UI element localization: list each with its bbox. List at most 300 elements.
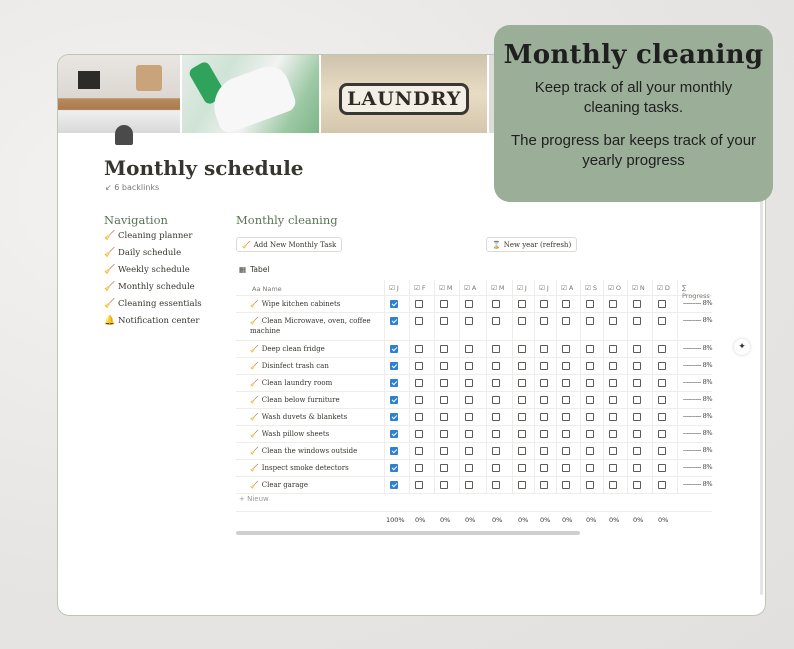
horizontal-scrollbar[interactable]: [236, 531, 580, 535]
laundry-sign: LAUNDRY: [339, 83, 469, 115]
month-percentage: 0%: [609, 516, 620, 524]
progress-cell: [677, 296, 712, 312]
checkbox-unchecked[interactable]: [633, 447, 641, 455]
backlinks-label: 6 backlinks: [114, 183, 160, 192]
month-cell: [603, 358, 627, 374]
progress-cell: [677, 409, 712, 425]
month-cell: [556, 375, 580, 391]
name-column-header[interactable]: Aa Name: [252, 285, 282, 293]
broom-icon: 🧹: [104, 299, 116, 309]
table-view-label: Tabel: [250, 265, 270, 274]
nav-item-6[interactable]: [104, 316, 199, 326]
checkbox-unchecked[interactable]: [440, 464, 448, 472]
checkbox-unchecked[interactable]: [415, 430, 423, 438]
month-cell: [556, 477, 580, 493]
progress-cell: [677, 477, 712, 493]
month-header-4[interactable]: ☑ A: [459, 280, 486, 295]
checkbox-checked[interactable]: [390, 345, 398, 353]
month-header-11[interactable]: ☑ N: [627, 280, 652, 295]
nav-item-5[interactable]: [104, 299, 202, 309]
checkbox-unchecked[interactable]: [440, 379, 448, 387]
checkbox-checked[interactable]: [390, 396, 398, 404]
checkbox-unchecked[interactable]: [492, 317, 500, 325]
shelf-decor: [78, 71, 100, 89]
month-cell: [603, 477, 627, 493]
checkbox-unchecked[interactable]: [465, 300, 473, 308]
task-name-cell[interactable]: [236, 375, 384, 391]
checkbox-unchecked[interactable]: [609, 317, 617, 325]
month-header-label: M: [498, 284, 505, 292]
checkbox-unchecked[interactable]: [609, 430, 617, 438]
month-cell: [534, 443, 556, 459]
checkbox-unchecked[interactable]: [465, 379, 473, 387]
checkbox-unchecked[interactable]: [633, 362, 641, 370]
month-header-2[interactable]: ☑ F: [409, 280, 434, 295]
month-cell: [534, 477, 556, 493]
checkbox-unchecked[interactable]: [415, 396, 423, 404]
table-row: [236, 296, 712, 313]
checkbox-unchecked[interactable]: [492, 345, 500, 353]
month-cell: [652, 443, 677, 459]
page-icon[interactable]: [115, 125, 133, 145]
checkbox-unchecked[interactable]: [586, 447, 594, 455]
month-header-1[interactable]: ☑ J: [384, 280, 409, 295]
checkbox-checked[interactable]: [390, 362, 398, 370]
checkbox-unchecked[interactable]: [586, 379, 594, 387]
checkbox-unchecked[interactable]: [658, 396, 666, 404]
month-cell: [627, 426, 652, 442]
broom-icon: 🧹: [250, 447, 259, 455]
task-name-cell[interactable]: [236, 477, 384, 493]
checkbox-unchecked[interactable]: [540, 317, 548, 325]
checkbox-unchecked[interactable]: [633, 430, 641, 438]
checkbox-unchecked[interactable]: [633, 379, 641, 387]
sparkle-icon[interactable]: ✦: [734, 339, 750, 355]
checkbox-unchecked[interactable]: [465, 345, 473, 353]
checkbox-checked[interactable]: [390, 300, 398, 308]
checkbox-unchecked[interactable]: [518, 345, 526, 353]
month-header-10[interactable]: ☑ O: [603, 280, 627, 295]
checkbox-unchecked[interactable]: [540, 345, 548, 353]
month-cell: [459, 409, 486, 425]
nav-item-2[interactable]: [104, 248, 181, 258]
checkbox-unchecked[interactable]: [492, 447, 500, 455]
broom-icon: 🧹: [250, 300, 259, 308]
checkbox-unchecked[interactable]: [440, 396, 448, 404]
month-cell: [409, 341, 434, 357]
checkbox-checked[interactable]: [390, 430, 398, 438]
section-heading: Monthly cleaning: [236, 213, 338, 227]
checkbox-unchecked[interactable]: [415, 464, 423, 472]
checkbox-unchecked[interactable]: [540, 481, 548, 489]
month-cell: [627, 341, 652, 357]
broom-icon: 🧹: [250, 317, 259, 325]
checkbox-unchecked[interactable]: [518, 317, 526, 325]
checkbox-unchecked[interactable]: [633, 345, 641, 353]
month-cell: [384, 460, 409, 476]
new-row-label: Nieuw: [247, 495, 269, 503]
checkbox-unchecked[interactable]: [540, 430, 548, 438]
checkbox-unchecked[interactable]: [465, 447, 473, 455]
checkbox-unchecked[interactable]: [658, 317, 666, 325]
month-header-label: J: [524, 284, 527, 292]
task-name-cell[interactable]: [236, 426, 384, 442]
checkbox-unchecked[interactable]: [440, 362, 448, 370]
checkbox-unchecked[interactable]: [440, 481, 448, 489]
month-cell: [627, 460, 652, 476]
hourglass-icon: ⌛: [492, 240, 501, 249]
month-cell: [512, 375, 534, 391]
checkbox-unchecked[interactable]: [440, 413, 448, 421]
checkbox-unchecked[interactable]: [609, 345, 617, 353]
month-cell: [534, 460, 556, 476]
progress-cell: [677, 313, 712, 340]
nav-item-label: Cleaning essentials: [118, 299, 202, 309]
month-header-label: N: [639, 284, 645, 292]
nav-item-4[interactable]: [104, 282, 195, 292]
month-header-label: J: [396, 284, 399, 292]
checkbox-unchecked[interactable]: [492, 300, 500, 308]
checkbox-unchecked[interactable]: [609, 447, 617, 455]
progress-value: ---------- 8%: [683, 316, 713, 324]
callout-text-2: The progress bar keeps track of your yearly progress: [510, 132, 757, 169]
month-cell: [434, 443, 459, 459]
checkbox-unchecked[interactable]: [465, 413, 473, 421]
checkbox-unchecked[interactable]: [658, 481, 666, 489]
month-cell: [384, 296, 409, 312]
checkbox-unchecked[interactable]: [415, 300, 423, 308]
month-cell: [512, 341, 534, 357]
checkbox-checked[interactable]: [390, 317, 398, 325]
checkbox-unchecked[interactable]: [586, 413, 594, 421]
month-header-9[interactable]: ☑ S: [580, 280, 603, 295]
month-cell: [580, 296, 603, 312]
month-cell: [580, 341, 603, 357]
month-cell: [409, 460, 434, 476]
month-cell: [627, 409, 652, 425]
checkbox-unchecked[interactable]: [540, 447, 548, 455]
month-cell: [512, 477, 534, 493]
checkbox-unchecked[interactable]: [609, 379, 617, 387]
checkbox-unchecked[interactable]: [465, 481, 473, 489]
checkbox-unchecked[interactable]: [440, 317, 448, 325]
checkbox-checked[interactable]: [390, 413, 398, 421]
month-cell: [486, 426, 512, 442]
month-cell: [409, 426, 434, 442]
checkbox-unchecked[interactable]: [492, 396, 500, 404]
progress-column-header[interactable]: ∑ Progress: [677, 280, 712, 295]
checkbox-unchecked[interactable]: [518, 300, 526, 308]
checkbox-unchecked[interactable]: [633, 464, 641, 472]
task-name-cell[interactable]: [236, 392, 384, 408]
add-monthly-task-button[interactable]: [236, 237, 342, 252]
checkbox-unchecked[interactable]: [658, 379, 666, 387]
checkbox-unchecked[interactable]: [540, 464, 548, 472]
checkbox-unchecked[interactable]: [609, 300, 617, 308]
month-cell: [652, 392, 677, 408]
checkbox-unchecked[interactable]: [658, 300, 666, 308]
checkbox-unchecked[interactable]: [586, 345, 594, 353]
month-cell: [652, 341, 677, 357]
checkbox-unchecked[interactable]: [562, 396, 570, 404]
month-cell: [384, 341, 409, 357]
checkbox-unchecked[interactable]: [518, 362, 526, 370]
month-cell: [580, 375, 603, 391]
month-cell: [556, 313, 580, 340]
table-view-tab[interactable]: [239, 265, 270, 274]
nav-item-3[interactable]: [104, 265, 190, 275]
month-cell: [459, 477, 486, 493]
month-cell: [556, 341, 580, 357]
checkbox-unchecked[interactable]: [415, 317, 423, 325]
month-cell: [534, 409, 556, 425]
checkbox-unchecked[interactable]: [518, 413, 526, 421]
checkbox-unchecked[interactable]: [633, 300, 641, 308]
month-cell: [603, 443, 627, 459]
month-cell: [512, 460, 534, 476]
checkbox-unchecked[interactable]: [415, 345, 423, 353]
month-header-label: F: [421, 284, 426, 292]
progress-value: ---------- 8%: [683, 299, 713, 307]
month-percentage: 0%: [465, 516, 476, 524]
checkbox-unchecked[interactable]: [440, 447, 448, 455]
month-cell: [652, 375, 677, 391]
checkbox-unchecked[interactable]: [562, 413, 570, 421]
month-cell: [603, 313, 627, 340]
checkbox-unchecked[interactable]: [518, 464, 526, 472]
checkbox-unchecked[interactable]: [492, 430, 500, 438]
checkbox-checked[interactable]: [390, 379, 398, 387]
checkbox-unchecked[interactable]: [658, 464, 666, 472]
checkbox-unchecked[interactable]: [540, 379, 548, 387]
checkbox-unchecked[interactable]: [415, 379, 423, 387]
checkbox-unchecked[interactable]: [540, 396, 548, 404]
broom-icon: 🧹: [250, 362, 259, 370]
nav-item-label: Monthly schedule: [118, 282, 195, 292]
checkbox-unchecked[interactable]: [562, 345, 570, 353]
table-icon: ▦: [239, 265, 247, 274]
checkbox-unchecked[interactable]: [633, 413, 641, 421]
progress-value: ---------- 8%: [683, 378, 713, 386]
checkbox-unchecked[interactable]: [633, 396, 641, 404]
checkbox-unchecked[interactable]: [609, 396, 617, 404]
checkbox-unchecked[interactable]: [518, 379, 526, 387]
checkbox-unchecked[interactable]: [465, 362, 473, 370]
checkbox-unchecked[interactable]: [415, 362, 423, 370]
month-header-label: A: [471, 284, 477, 292]
checkbox-unchecked[interactable]: [609, 464, 617, 472]
checkbox-unchecked[interactable]: [465, 317, 473, 325]
month-cell: [434, 375, 459, 391]
checkbox-unchecked[interactable]: [586, 362, 594, 370]
callout-text-1: Keep track of all your monthly cleaning tasks.: [534, 79, 733, 116]
new-row-button[interactable]: + Nieuw: [239, 495, 269, 503]
month-cell: [534, 426, 556, 442]
checkbox-unchecked[interactable]: [492, 413, 500, 421]
checkbox-unchecked[interactable]: [440, 345, 448, 353]
checkbox-checked[interactable]: [390, 464, 398, 472]
table-row: [236, 313, 712, 341]
month-cell: [486, 392, 512, 408]
checkbox-checked[interactable]: [390, 447, 398, 455]
checkbox-unchecked[interactable]: [658, 345, 666, 353]
month-cell: [556, 426, 580, 442]
month-cell: [512, 296, 534, 312]
month-cell: [486, 460, 512, 476]
checkbox-unchecked[interactable]: [586, 396, 594, 404]
month-header-8[interactable]: ☑ A: [556, 280, 580, 295]
checkbox-unchecked[interactable]: [609, 481, 617, 489]
table-row: [236, 341, 712, 358]
checkbox-unchecked[interactable]: [540, 300, 548, 308]
month-cell: [459, 443, 486, 459]
month-cell: [652, 313, 677, 340]
month-percentage-row: [236, 511, 712, 527]
month-cell: [434, 477, 459, 493]
checkbox-unchecked[interactable]: [609, 362, 617, 370]
checkbox-unchecked[interactable]: [562, 464, 570, 472]
month-cell: [459, 426, 486, 442]
month-cell: [512, 443, 534, 459]
checkbox-unchecked[interactable]: [586, 464, 594, 472]
month-cell: [556, 460, 580, 476]
checkbox-unchecked[interactable]: [562, 430, 570, 438]
checkbox-unchecked[interactable]: [658, 413, 666, 421]
cover-photo-cleaning: [182, 55, 320, 133]
month-cell: [409, 392, 434, 408]
checkbox-unchecked[interactable]: [518, 447, 526, 455]
checkbox-unchecked[interactable]: [586, 300, 594, 308]
month-cell: [384, 392, 409, 408]
checkbox-unchecked[interactable]: [518, 430, 526, 438]
progress-value: ---------- 8%: [683, 446, 713, 454]
task-name-cell[interactable]: [236, 409, 384, 425]
backlinks-link[interactable]: ↙ 6 backlinks: [105, 183, 160, 192]
checkbox-unchecked[interactable]: [492, 379, 500, 387]
checkbox-unchecked[interactable]: [492, 362, 500, 370]
month-cell: [486, 313, 512, 340]
checkbox-checked[interactable]: [390, 481, 398, 489]
month-header-5[interactable]: ☑ M: [486, 280, 512, 295]
table-row: [236, 358, 712, 375]
checkbox-unchecked[interactable]: [540, 362, 548, 370]
month-cell: [534, 358, 556, 374]
checkbox-unchecked[interactable]: [518, 481, 526, 489]
checkbox-unchecked[interactable]: [440, 300, 448, 308]
checkbox-unchecked[interactable]: [415, 481, 423, 489]
table-row: [236, 443, 712, 460]
checkbox-unchecked[interactable]: [562, 447, 570, 455]
new-year-refresh-button[interactable]: [486, 237, 577, 252]
month-header-3[interactable]: ☑ M: [434, 280, 459, 295]
month-header-12[interactable]: ☑ D: [652, 280, 677, 295]
month-cell: [512, 426, 534, 442]
month-cell: [603, 460, 627, 476]
month-percentage: 0%: [562, 516, 573, 524]
checkbox-unchecked[interactable]: [492, 481, 500, 489]
checkbox-unchecked[interactable]: [465, 430, 473, 438]
month-header-7[interactable]: ☑ J: [534, 280, 556, 295]
task-name-cell[interactable]: [236, 443, 384, 459]
progress-cell: [677, 375, 712, 391]
month-cell: [434, 296, 459, 312]
checkbox-unchecked[interactable]: [633, 317, 641, 325]
checkbox-unchecked[interactable]: [562, 317, 570, 325]
task-name-cell[interactable]: [236, 313, 384, 340]
checkbox-unchecked[interactable]: [562, 362, 570, 370]
task-name-cell[interactable]: [236, 358, 384, 374]
broom-icon: 🧹: [104, 248, 116, 258]
month-cell: [534, 375, 556, 391]
month-cell: [512, 409, 534, 425]
month-cell: [652, 460, 677, 476]
broom-icon: 🧹: [250, 481, 259, 489]
month-cell: [409, 409, 434, 425]
checkbox-unchecked[interactable]: [465, 464, 473, 472]
basket-decor: [136, 65, 162, 91]
month-cell: [486, 296, 512, 312]
month-percentage: 0%: [658, 516, 669, 524]
task-name-cell[interactable]: [236, 296, 384, 312]
checkbox-unchecked[interactable]: [658, 447, 666, 455]
month-header-label: S: [592, 284, 598, 292]
month-cell: [652, 358, 677, 374]
checkbox-unchecked[interactable]: [586, 430, 594, 438]
table-header-row: [236, 280, 712, 300]
month-cell: [556, 392, 580, 408]
month-cell: [627, 375, 652, 391]
progress-value: ---------- 8%: [683, 463, 713, 471]
cover-photo-kitchen: [58, 55, 180, 133]
vertical-scrollbar[interactable]: [760, 195, 763, 595]
month-cell: [384, 426, 409, 442]
task-name: Clean below furniture: [261, 396, 340, 404]
month-cell: [384, 375, 409, 391]
checkbox-unchecked[interactable]: [465, 396, 473, 404]
checkbox-unchecked[interactable]: [440, 430, 448, 438]
nav-item-1[interactable]: [104, 231, 192, 241]
checkbox-unchecked[interactable]: [586, 481, 594, 489]
month-cell: [627, 443, 652, 459]
table-row: [236, 477, 712, 494]
month-header-6[interactable]: ☑ J: [512, 280, 534, 295]
month-cell: [627, 313, 652, 340]
month-cell: [534, 296, 556, 312]
month-cell: [384, 443, 409, 459]
month-percentage: 0%: [415, 516, 426, 524]
checkbox-unchecked[interactable]: [586, 317, 594, 325]
checkbox-unchecked[interactable]: [518, 396, 526, 404]
checkbox-unchecked[interactable]: [562, 379, 570, 387]
checkbox-unchecked[interactable]: [658, 362, 666, 370]
month-percentage: 0%: [518, 516, 529, 524]
checkbox-unchecked[interactable]: [562, 481, 570, 489]
month-cell: [556, 358, 580, 374]
checkbox-unchecked[interactable]: [609, 413, 617, 421]
checkbox-unchecked[interactable]: [415, 447, 423, 455]
progress-value: ---------- 8%: [683, 344, 713, 352]
checkbox-unchecked[interactable]: [633, 481, 641, 489]
task-name-cell[interactable]: [236, 341, 384, 357]
task-name-cell[interactable]: [236, 460, 384, 476]
progress-value: ---------- 8%: [683, 395, 713, 403]
month-cell: [434, 426, 459, 442]
checkbox-unchecked[interactable]: [658, 430, 666, 438]
checkbox-unchecked[interactable]: [415, 413, 423, 421]
checkbox-unchecked[interactable]: [540, 413, 548, 421]
checkbox-unchecked[interactable]: [492, 464, 500, 472]
checkbox-unchecked[interactable]: [562, 300, 570, 308]
